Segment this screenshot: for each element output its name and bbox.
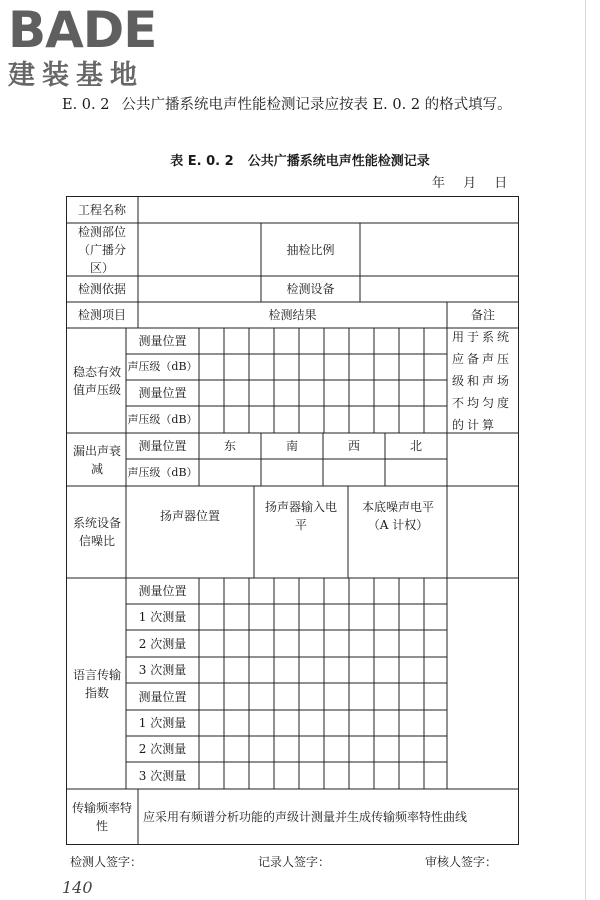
row-spl-db-1: 声压级（dB） bbox=[127, 360, 198, 373]
sti-measure-position-1: 测量位置 bbox=[138, 584, 187, 598]
reviewer-signature: 审核人签字： bbox=[425, 855, 498, 869]
label-speech-transmission: 语言传输指数 bbox=[72, 667, 121, 700]
sti-measure-position-2: 测量位置 bbox=[138, 689, 187, 704]
label-speaker-position: 扬声器位置 bbox=[159, 509, 220, 523]
label-freq-char: 传输频率特性 bbox=[71, 801, 132, 833]
row-spl-db-2: 声压级（dB） bbox=[127, 412, 198, 426]
label-test-basis: 检测依据 bbox=[77, 282, 126, 296]
table-name: 公共广播系统电声性能检测记录 bbox=[247, 154, 430, 169]
clause-text: 公共广播系统电声性能检测记录应按表 E. 0. 2 的格式填写。 bbox=[121, 97, 512, 113]
label-speaker-input: 扬声器输入电平 bbox=[264, 500, 337, 532]
sti-third-measure-1: 3 次测量 bbox=[138, 663, 187, 677]
freq-note: 应采用有频谱分析功能的声级计测量并生成传输频率特性曲线 bbox=[143, 810, 468, 824]
table-title bbox=[0, 150, 600, 169]
watermark-logo bbox=[8, 1, 157, 92]
sti-first-measure-1: 1 次测量 bbox=[138, 610, 187, 624]
sti-third-measure-2: 3 次测量 bbox=[138, 768, 187, 783]
leakage-measure-position: 测量位置 bbox=[138, 439, 187, 453]
label-leakage: 漏出声衰减 bbox=[72, 443, 121, 476]
row-measure-position-1: 测量位置 bbox=[138, 334, 187, 348]
sti-first-measure-2: 1 次测量 bbox=[138, 716, 187, 730]
label-snr: 系统设备信噪比 bbox=[72, 516, 121, 548]
logo-subtitle: 建装基地 bbox=[8, 60, 144, 91]
direction-east: 东 bbox=[223, 439, 236, 453]
tester-signature: 检测人签字： bbox=[70, 855, 143, 869]
label-test-item: 检测项目 bbox=[77, 308, 126, 322]
label-remark: 备注 bbox=[470, 308, 495, 322]
clause-number: E. 0. 2 bbox=[62, 97, 110, 113]
page-edge bbox=[585, 0, 586, 900]
label-test-equipment: 检测设备 bbox=[286, 282, 335, 296]
direction-south: 南 bbox=[285, 439, 298, 453]
sti-second-measure-2: 2 次测量 bbox=[138, 742, 187, 756]
label-sampling-ratio: 抽检比例 bbox=[286, 242, 335, 257]
record-table bbox=[66, 196, 519, 845]
row-measure-position-2: 测量位置 bbox=[138, 386, 187, 400]
intro-paragraph bbox=[62, 93, 532, 118]
recorder-signature: 记录人签字： bbox=[258, 855, 331, 869]
date-line: 年 月 日 bbox=[432, 176, 508, 191]
leakage-spl-db: 声压级（dB） bbox=[127, 465, 198, 479]
direction-west: 西 bbox=[347, 439, 360, 453]
label-background-noise: 本底噪声电平（A 计权） bbox=[361, 500, 434, 532]
sti-second-measure-1: 2 次测量 bbox=[138, 636, 187, 651]
label-test-result: 检测结果 bbox=[268, 308, 317, 322]
label-steady-spl: 稳态有效值声压级 bbox=[72, 364, 121, 397]
label-project-name: 工程名称 bbox=[77, 202, 126, 217]
logo-wordmark: BADE bbox=[8, 1, 157, 59]
table-code: 表 E. 0. 2 bbox=[170, 154, 234, 169]
direction-north: 北 bbox=[409, 439, 422, 453]
remark-note: 用于系统应备声压级和声场不均匀度的计算 bbox=[452, 330, 513, 432]
label-test-location: 检测部位 （广播分区） bbox=[77, 224, 126, 275]
page-number: 140 bbox=[62, 878, 93, 897]
